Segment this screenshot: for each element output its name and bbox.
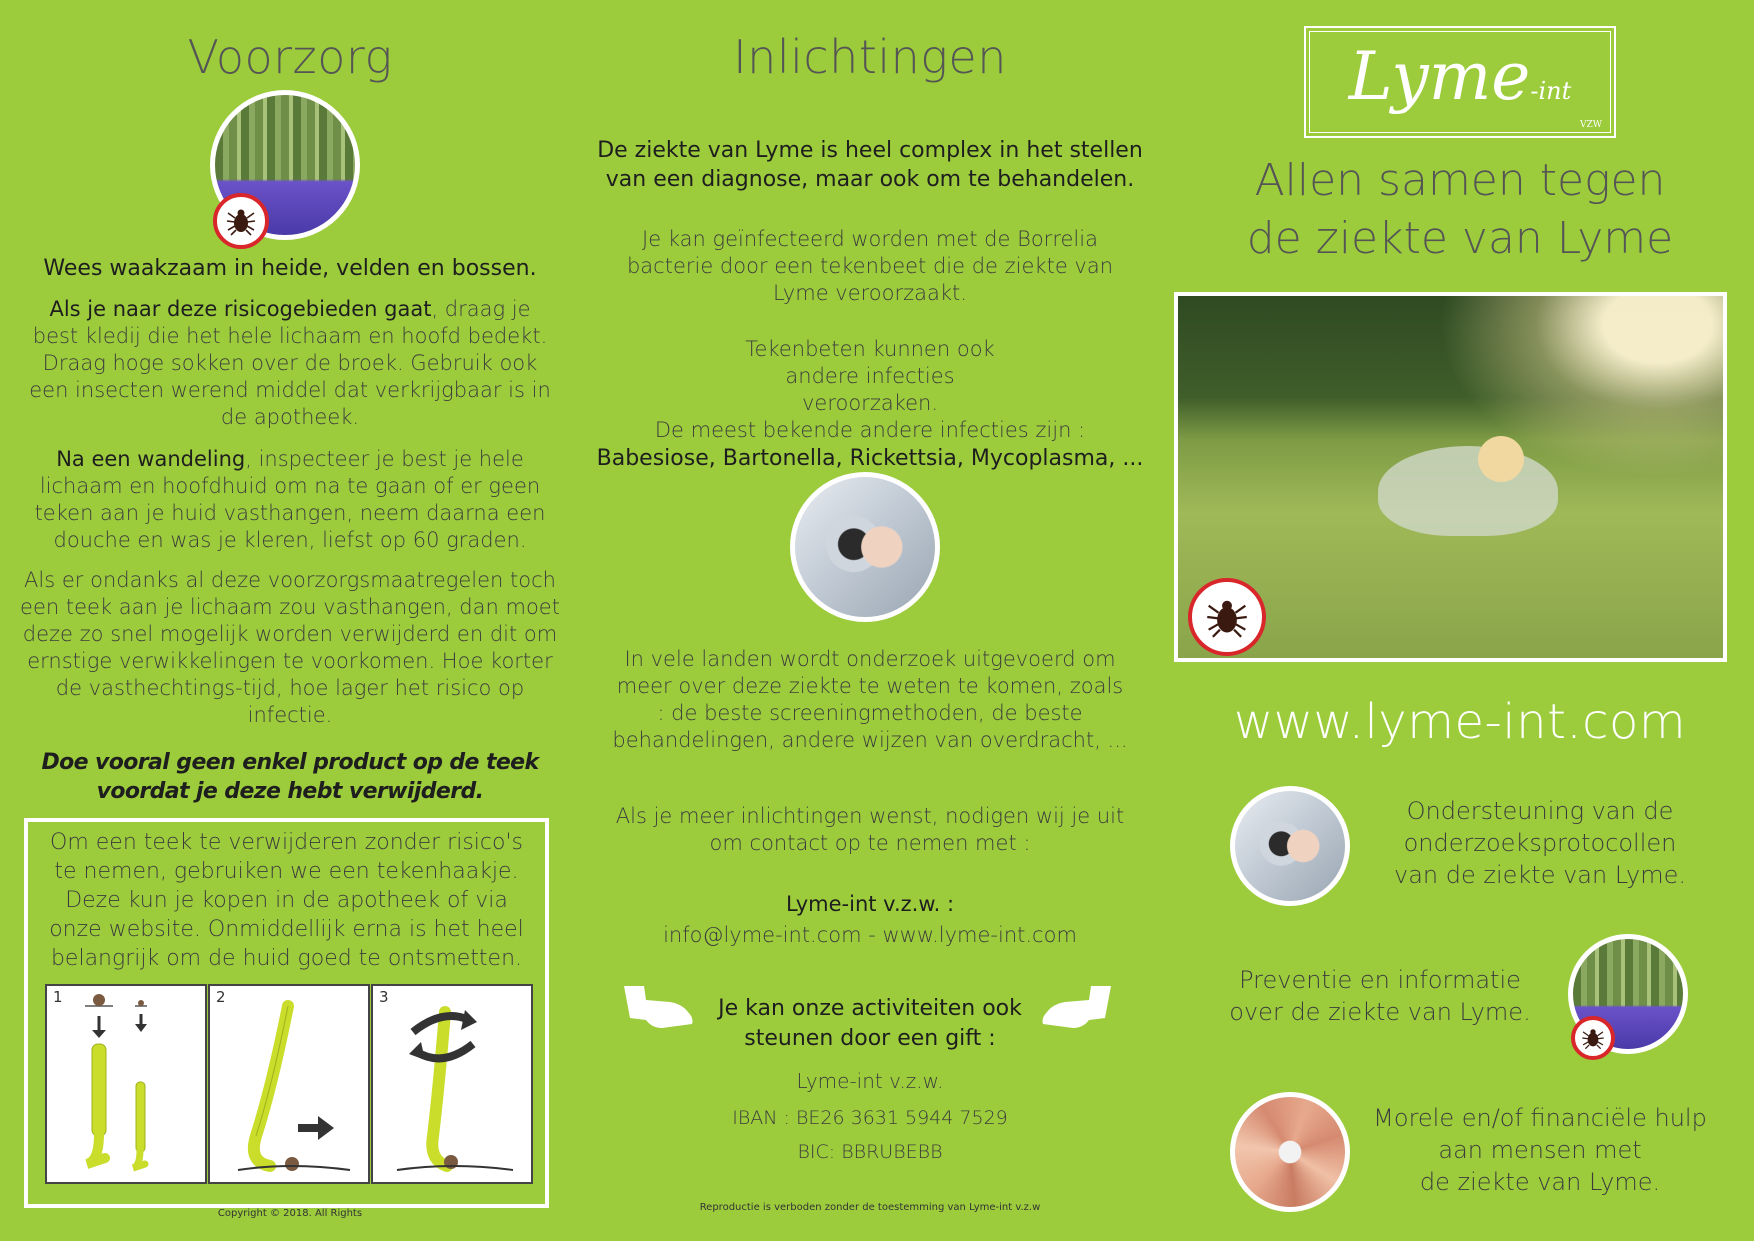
voorzorg-paragraph-2	[25, 446, 555, 554]
step-number-2: 2	[216, 988, 226, 1006]
bank-bic: BIC: BBRUBEBB	[797, 1141, 943, 1163]
headline-line-1: Allen samen tegen	[1254, 155, 1666, 206]
family-figures	[1378, 446, 1558, 536]
logo-vzw: VZW	[1579, 120, 1602, 130]
org-name: Lyme-int v.z.w. :	[785, 892, 955, 916]
warning-note	[20, 748, 560, 806]
reproduction-notice: Reproductie is verboden zonder de toestemming van Lyme-int v.z.w	[699, 1202, 1041, 1213]
research-icon-photo	[1230, 786, 1350, 906]
support-hands-photo	[1230, 1092, 1350, 1212]
contact-info: info@lyme-int.com - www.lyme-int.com	[663, 923, 1077, 947]
coinfections-label: De meest bekende andere infecties zijn :	[654, 418, 1086, 442]
p1-lead: Als je naar deze risicogebieden gaat	[49, 297, 432, 321]
removal-step-3	[371, 984, 533, 1184]
hook-step-2-icon	[210, 986, 368, 1182]
headline-line-2: de ziekte van Lyme	[1246, 213, 1674, 264]
gift-line-2: steunen door een gift :	[744, 1026, 996, 1051]
contact-invite-text: Als je meer inlichtingen wenst, nodigen wij je uit om contact op te nemen met :	[615, 804, 1125, 855]
panel-voorzorg	[20, 0, 560, 1241]
tick-warning-icon-photo	[1188, 578, 1266, 656]
warning-line-1: Doe vooral geen enkel product op de teek	[41, 750, 539, 775]
item2-line-2: over de ziekte van Lyme.	[1229, 998, 1531, 1026]
borrelia-text: Je kan geïnfecteerd worden met de Borrelia bacterie door een tekenbeet die de ziekte van Lyme veroorzaakt.	[626, 227, 1114, 305]
item2-line-1: Preventie en informatie	[1239, 966, 1521, 994]
mission-support	[1360, 1102, 1720, 1198]
p2-rest: , inspecteer je best je hele lichaam en hoofdhuid om na te gaan of er geen teken aan je huid vasthangen, neem daarna een douche en was je kleren, liefst op 60 graden.	[34, 447, 546, 552]
step-number-3: 3	[379, 988, 389, 1006]
warning-line-2: voordat je deze hebt verwijderd.	[96, 779, 484, 804]
tick-removal-box	[24, 818, 549, 1208]
coinfections-list: Babesiose, Bartonella, Rickettsia, Mycoplasma, ...	[596, 446, 1144, 471]
hook-step-1-icon	[47, 986, 205, 1182]
giving-hand-right-icon	[1035, 980, 1113, 1032]
hook-step-3-icon	[373, 986, 531, 1182]
lyme-int-logo	[1304, 26, 1616, 138]
research-text: In vele landen wordt onderzoek uitgevoerd om meer over deze ziekte te weten te komen, zoals : de beste screeningmethoden, de beste behandelingen, andere wijzen van overdracht, ...	[612, 647, 1128, 752]
mission-prevention	[1150, 964, 1610, 1028]
item3-line-1: Morele en/of financiële hulp	[1373, 1104, 1707, 1132]
bank-org-name: Lyme-int v.z.w.	[796, 1069, 944, 1093]
inlichtingen-title: Inlichtingen	[733, 30, 1007, 84]
item1-line-2: onderzoeksprotocollen	[1403, 829, 1677, 857]
logo-suffix: -int	[1530, 77, 1572, 105]
item1-line-3: van de ziekte van Lyme.	[1393, 861, 1686, 889]
panel-cover	[1180, 0, 1740, 1241]
item3-line-3: de ziekte van Lyme.	[1419, 1168, 1661, 1196]
p1-rest: , draag je best kledij die het hele lichaam en hoofd bedekt. Draag hoge sokken over de broek. Gebruik ook een insecten werend middel dat verkrijgbaar is in de apotheek.	[29, 297, 551, 429]
removal-step-1	[45, 984, 207, 1184]
step-number-1: 1	[53, 988, 63, 1006]
item3-line-2: aan mensen met	[1438, 1136, 1642, 1164]
tick-warning-icon	[213, 193, 269, 249]
tick-removal-text: Om een teek te verwijderen zonder risico's te nemen, gebruiken we een tekenhaakje. Deze kun je kopen in de apotheek of via onze website. Onmiddellijk erna is het heel belangrijk om de huid goed te ontsmetten.	[49, 830, 524, 971]
coinfections-block	[590, 336, 1150, 473]
coinfections-intro: Tekenbeten kunnen ook andere infecties veroorzaken.	[745, 337, 995, 415]
website-link[interactable]: www.lyme-int.com	[1233, 694, 1687, 750]
laboratory-photo	[790, 472, 940, 622]
item1-line-1: Ondersteuning van de	[1406, 797, 1674, 825]
voorzorg-tagline: Wees waakzaam in heide, velden en bossen.	[43, 256, 537, 281]
voorzorg-paragraph-3: Als er ondanks al deze voorzorgsmaatregelen toch een teek aan je lichaam zou vasthangen, dan moet deze zo snel mogelijk worden verwijderd en dit om ernstige verwikkelingen te voorkomen. Hoe korter de vasthechtings-tijd, hoe lager het risico op infectie.	[20, 568, 560, 727]
p2-lead: Na een wandeling	[56, 447, 246, 471]
tick-warning-icon-small	[1571, 1016, 1615, 1060]
bank-iban: IBAN : BE26 3631 5944 7529	[732, 1107, 1008, 1129]
cover-headline	[1180, 152, 1740, 268]
copyright-note: Copyright © 2018. All Rights	[217, 1208, 363, 1219]
child-head	[1478, 436, 1524, 482]
voorzorg-title: Voorzorg	[187, 30, 393, 84]
gift-line-1: Je kan onze activiteiten ook	[718, 996, 1022, 1021]
voorzorg-paragraph-1	[25, 296, 555, 431]
mission-research	[1360, 795, 1720, 891]
removal-step-2	[208, 984, 370, 1184]
logo-main: Lyme	[1348, 38, 1531, 115]
panel-inlichtingen	[590, 0, 1150, 1241]
family-photo	[1174, 292, 1727, 662]
intro-text: De ziekte van Lyme is heel complex in het stellen van een diagnose, maar ook om te behandelen.	[597, 138, 1143, 192]
